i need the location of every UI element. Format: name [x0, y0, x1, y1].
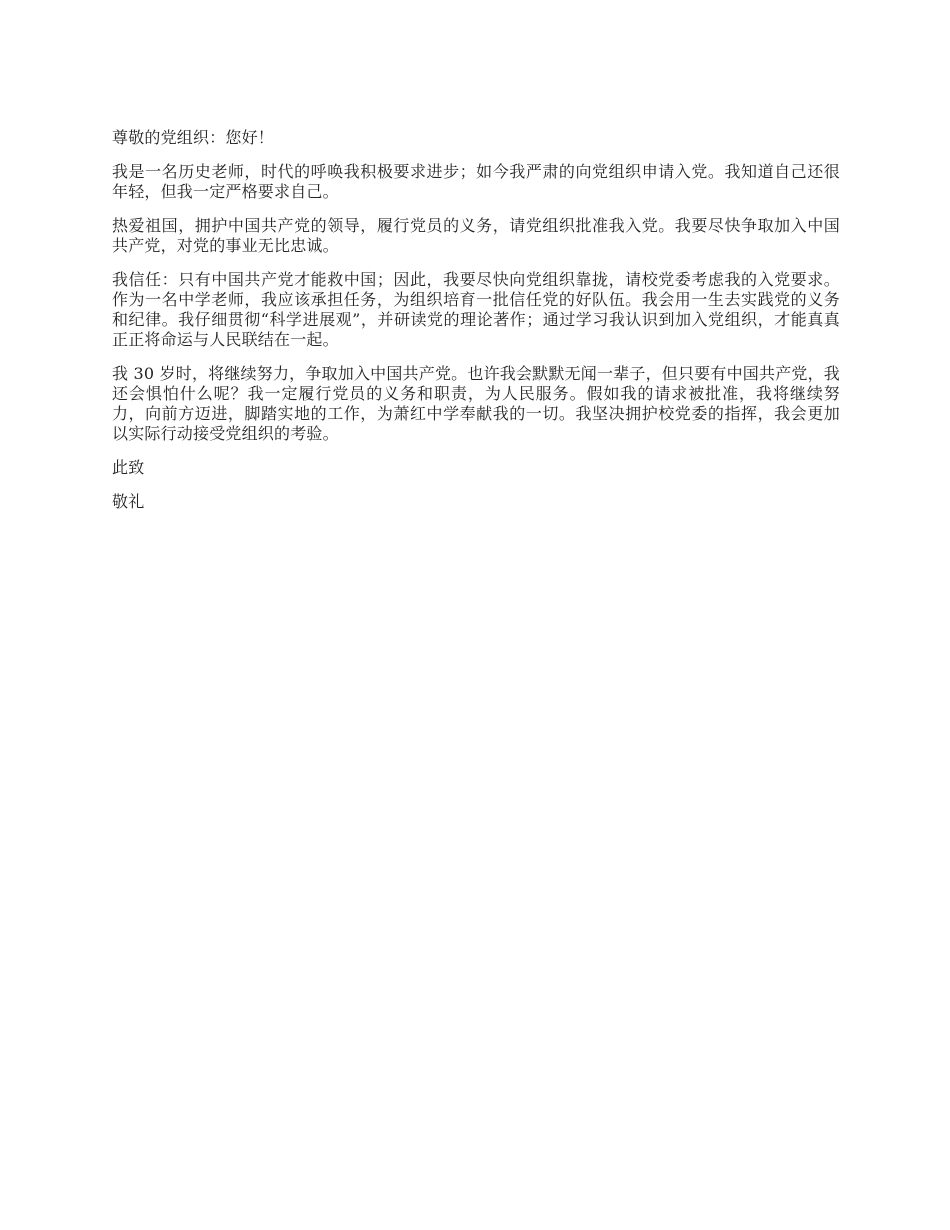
- letter-greeting: 尊敬的党组织：您好！: [112, 128, 275, 147]
- letter-paragraph-4: 我 30 岁时，将继续努力，争取加入中国共产党。也许我会默默无闻一辈子，但只要有中国共产党，我还会惧怕什么呢？我一定履行党员的义务和职责，为人民服务。假如我的请求被批准，我将继续努力，向前方迈进，脚踏实地的工作，为萧红中学奉献我的一切。我坚决拥护校党委的指挥，我会更加以实际行动接受党组织的考验。: [112, 364, 840, 443]
- letter-closing-2: 敬礼: [112, 492, 145, 511]
- letter-closing-1: 此致: [112, 458, 145, 477]
- letter-paragraph-1: 我是一名历史老师，时代的呼唤我积极要求进步；如今我严肃的向党组织申请入党。我知道自己还很年轻，但我一定严格要求自己。: [112, 162, 840, 201]
- letter-paragraph-2: 热爱祖国，拥护中国共产党的领导，履行党员的义务，请党组织批准我入党。我要尽快争取加入中国共产党，对党的事业无比忠诚。: [112, 216, 840, 255]
- letter-body: [112, 128, 840, 526]
- letter-paragraph-3: 我信任：只有中国共产党才能救中国；因此，我要尽快向党组织靠拢，请校党委考虑我的入党要求。作为一名中学老师，我应该承担任务，为组织培育一批信任党的好队伍。我会用一生去实践党的义务和纪律。我仔细贯彻“科学进展观”，并研读党的理论著作；通过学习我认识到加入党组织，才能真真正正将命运与人民联结在一起。: [112, 270, 840, 349]
